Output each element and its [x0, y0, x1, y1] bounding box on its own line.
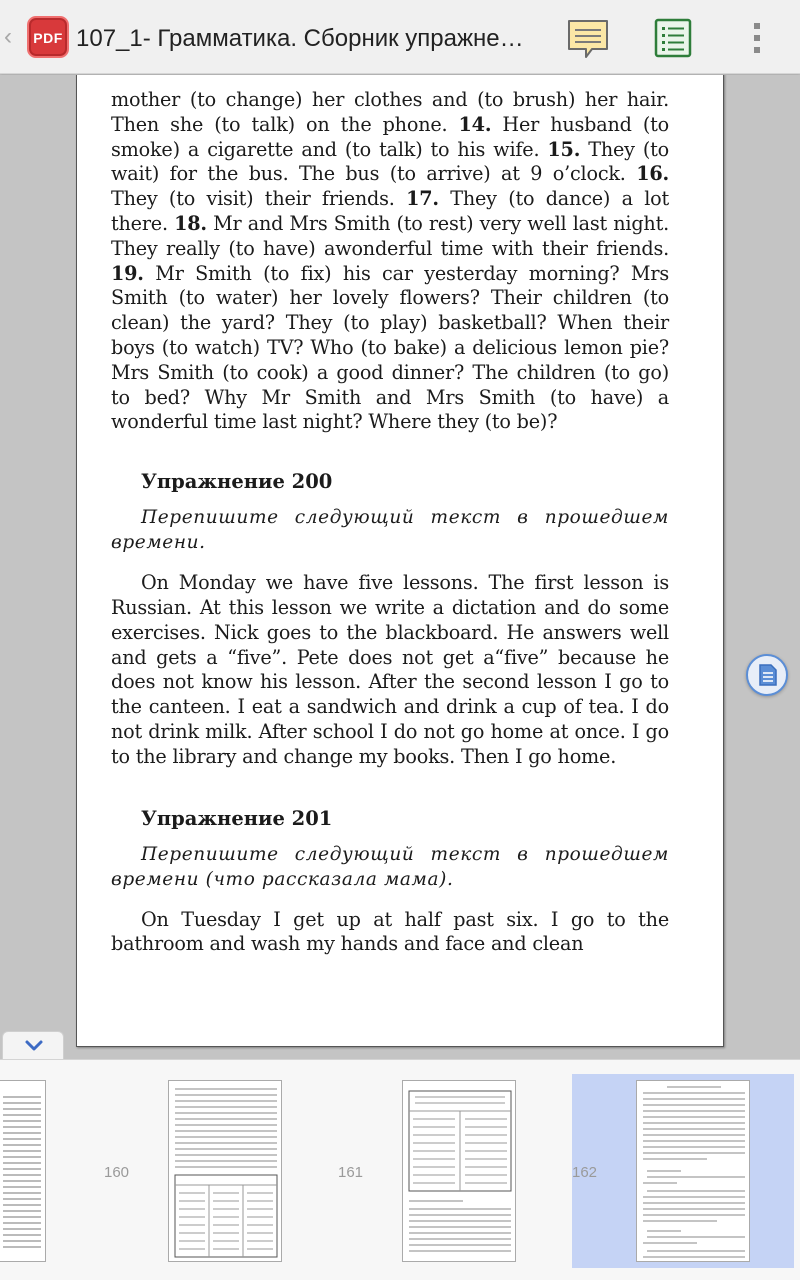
item-number: 17. [406, 187, 439, 211]
app-toolbar [0, 0, 800, 74]
more-vert-icon [748, 20, 766, 56]
overflow-menu-button[interactable] [748, 20, 766, 56]
pdf-page [76, 75, 724, 1047]
thumbnail-strip[interactable] [0, 1059, 800, 1280]
thumbnail-page-number: 162 [572, 1164, 598, 1181]
note-icon [748, 656, 786, 694]
continuation-paragraph: mother (to change) her clothes and (to brush) her hair. Then she (to talk) on the phone. 14. Her husband (to smoke) a cigarette and (to talk) to his wife. 15. They (to wait) for the bus. The bus (to arrive) at 9 o’clock. 16. They (to visit) their friends. 17. They (to dance) a lot there. 18. Mr and Mrs Smith (to rest) very well last night. They really (to have) awonderful time with their friends. 19. Mr Smith (to fix) his car yesterday morning? Mrs Smith (to water) her lovely flowers? Their children (to clean) the yard? They (to play) basketball? When their boys (to watch) TV? Who (to bake) a delicious lemon pie? Mrs Smith (to cook) a good dinner? The children (to go) to bed? Why Mr Smith and Mrs Smith (to have) a wonderful time last night? Where they (to be)? [111, 88, 670, 434]
document-title: 107_1- Грамматика. Сборник упражне… [76, 25, 524, 52]
thumbnail-item[interactable] [100, 1074, 290, 1268]
item-number: 14. [458, 112, 492, 136]
outline-button[interactable] [654, 18, 692, 58]
thumbnail-page-preview [636, 1080, 750, 1262]
thumbnail-page-number: 161 [338, 1164, 364, 1181]
thumbnail-item-selected[interactable] [572, 1074, 794, 1268]
page-content [111, 88, 669, 957]
comment-button[interactable] [566, 18, 610, 60]
exercise-200-instruction: Перепишите следующий текст в прошедшем времени. [111, 507, 669, 554]
pdf-logo-text: PDF [33, 30, 63, 46]
back-chevron-icon[interactable]: ‹ [4, 23, 12, 50]
document-viewport[interactable] [0, 75, 800, 1060]
thumbnail-page-preview [0, 1080, 46, 1262]
thumbnail-page-preview [402, 1080, 516, 1262]
thumbnail-page-preview [168, 1080, 282, 1262]
exercise-200-heading: Упражнение 200 [141, 470, 333, 494]
comment-icon [566, 18, 610, 60]
item-number: 15. [547, 137, 581, 161]
list-icon [654, 18, 692, 58]
chevron-down-icon [3, 1032, 65, 1060]
thumbnail-page-number: 160 [104, 1164, 130, 1181]
pdf-app-logo[interactable] [27, 16, 69, 58]
item-number: 16. [636, 162, 669, 186]
item-number: 19. [111, 261, 144, 285]
exercise-201-heading: Упражнение 201 [141, 806, 333, 830]
exercise-201-instruction: Перепишите следующий текст в прошедшем времени (что рассказала мама). [111, 843, 669, 890]
thumbnail-item[interactable] [334, 1074, 524, 1268]
exercise-200-text: On Monday we have five lessons. The first lesson is Russian. At this lesson we write a dictation and do some exercises. Nick goes to the blackboard. He answers well and gets a “five”. Pete does not get a“five” because he does not know his lesson. After the second lesson I go to the canteen. I eat a sandwich and drink a cup of tea. I do not drink milk. After school I do not go home at once. I go to the library and change my books. Then I go home. [111, 571, 669, 768]
item-number: 18. [174, 211, 207, 235]
exercise-201-text: On Tuesday I get up at half past six. I go to the bathroom and wash my hands and face and clean [111, 907, 669, 956]
notes-fab-button[interactable] [746, 654, 788, 696]
thumbnail-toggle-button[interactable] [2, 1031, 64, 1060]
thumbnail-item[interactable] [0, 1074, 60, 1268]
